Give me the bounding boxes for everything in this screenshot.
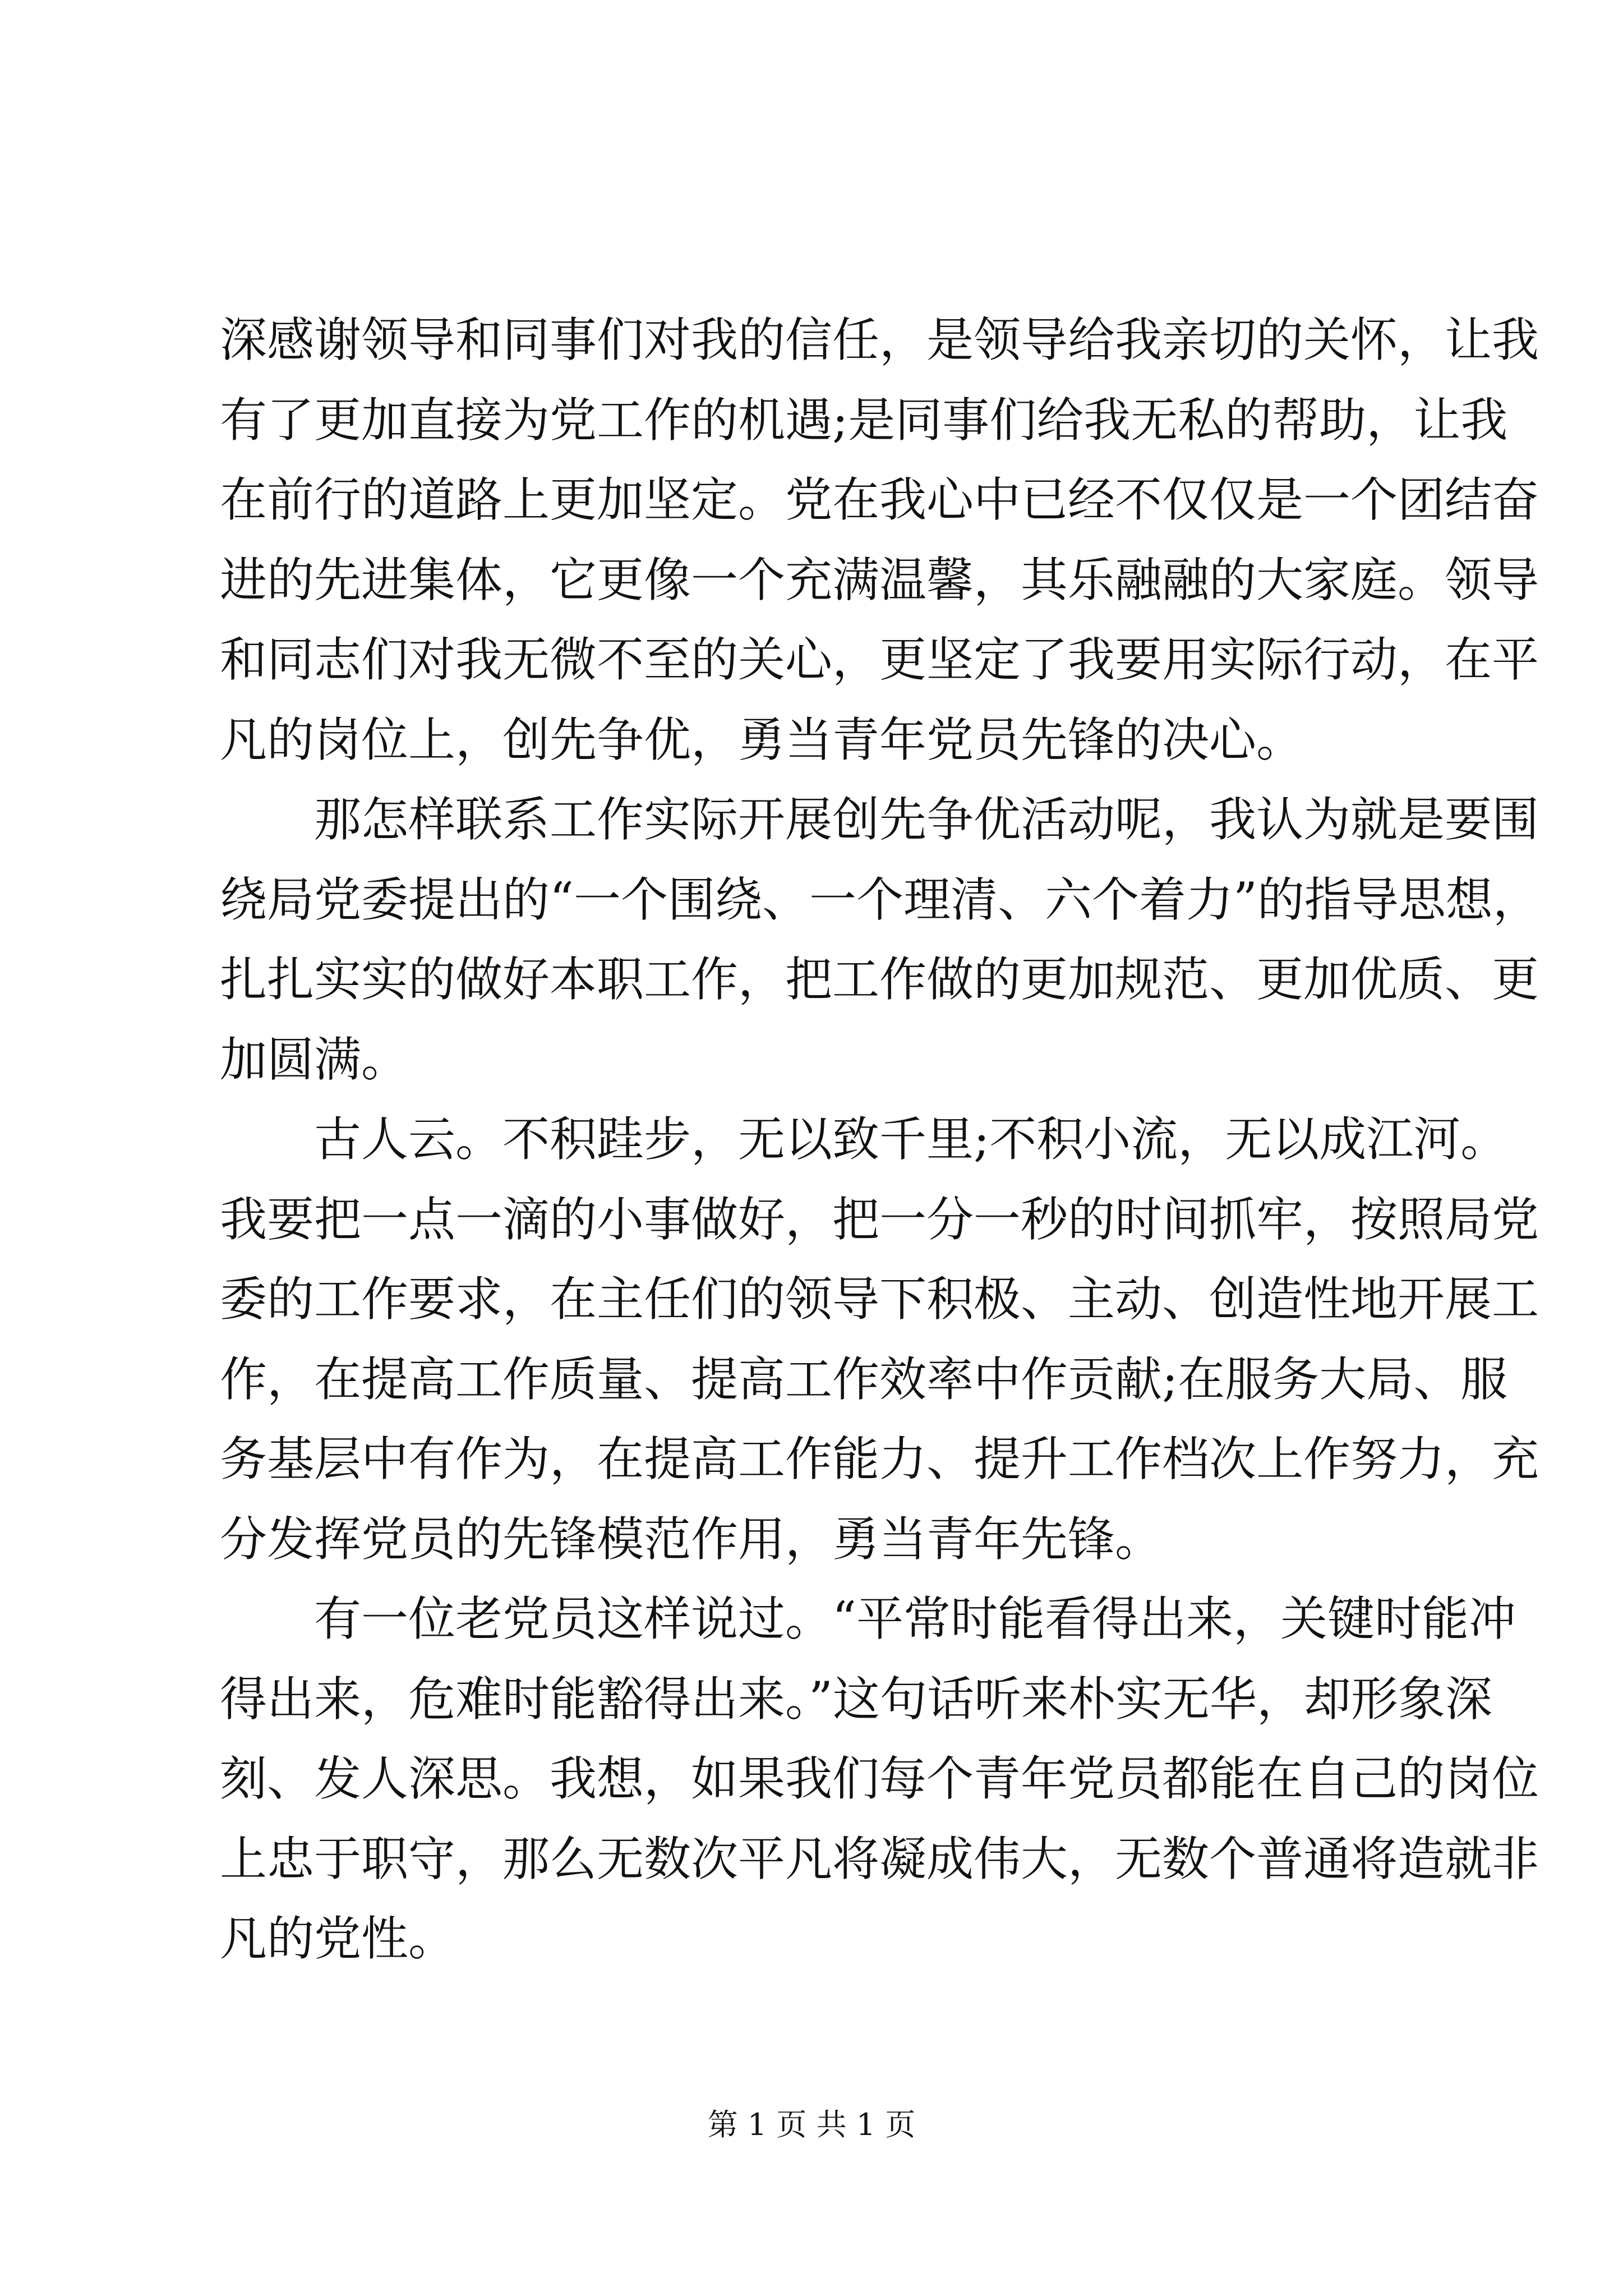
text-line: 古人云。不积跬步，无以致千里;不积小流，无以成江河。 xyxy=(314,1112,1508,1167)
text-line: 我要把一点一滴的小事做好，把一分一秒的时间抓牢，按照局党 xyxy=(220,1191,1539,1247)
text-line: 进的先进集体，它更像一个充满温馨，其乐融融的大家庭。领导 xyxy=(220,552,1539,608)
text-line: 刻、发人深思。我想，如果我们每个青年党员都能在自己的岗位 xyxy=(220,1751,1539,1806)
text-line: 作，在提高工作质量、提高工作效率中作贡献;在服务大局、服 xyxy=(220,1351,1508,1407)
text-line: 务基层中有作为，在提高工作能力、提升工作档次上作努力，充 xyxy=(220,1432,1539,1487)
text-line: 那怎样联系工作实际开展创先争优活动呢，我认为就是要围 xyxy=(314,792,1539,847)
text-line: 上忠于职守，那么无数次平凡将凝成伟大，无数个普通将造就非 xyxy=(220,1831,1539,1887)
text-line: 加圆满。 xyxy=(220,1032,409,1087)
text-line: 绕局党委提出的“一个围绕、一个理清、六个着力”的指导思想， xyxy=(220,872,1540,927)
text-line: 在前行的道路上更加坚定。党在我心中已经不仅仅是一个团结奋 xyxy=(220,472,1539,527)
page-number-label: 第 1 页 共 1 页 xyxy=(707,2107,916,2142)
document-body xyxy=(220,300,1540,1979)
text-line: 分发挥党员的先锋模范作用，勇当青年先锋。 xyxy=(220,1511,1163,1567)
text-line: 深感谢领导和同事们对我的信任，是领导给我亲切的关怀，让我 xyxy=(220,312,1539,367)
text-line: 扎扎实实的做好本职工作，把工作做的更加规范、更加优质、更 xyxy=(220,952,1539,1007)
text-line: 凡的党性。 xyxy=(220,1911,456,1966)
text-line: 凡的岗位上，创先争优，勇当青年党员先锋的决心。 xyxy=(220,712,1304,767)
text-line: 有了更加直接为党工作的机遇;是同事们给我无私的帮助，让我 xyxy=(220,392,1508,448)
text-line: 有一位老党员这样说过。“平常时能看得出来，关键时能冲 xyxy=(314,1591,1516,1646)
text-line: 和同志们对我无微不至的关心，更坚定了我要用实际行动，在平 xyxy=(220,632,1539,687)
page-footer xyxy=(0,2101,1623,2144)
text-line: 得出来，危难时能豁得出来。”这句话听来朴实无华，却形象深 xyxy=(220,1671,1492,1727)
text-line: 委的工作要求，在主任们的领导下积极、主动、创造性地开展工 xyxy=(220,1272,1539,1327)
